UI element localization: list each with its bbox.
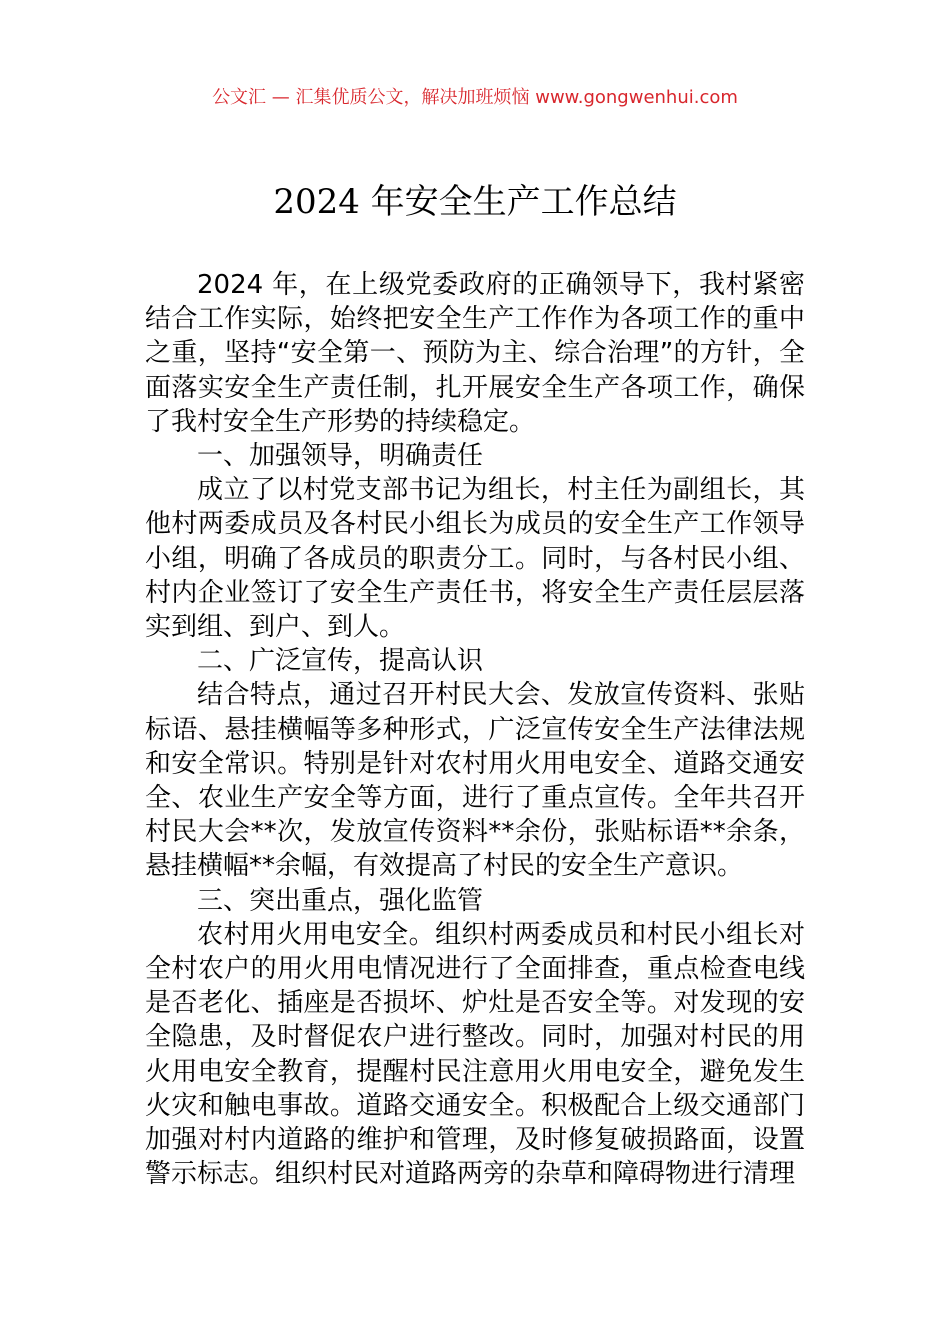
section-heading-1: 一、加强领导，明确责任: [197, 441, 484, 472]
intro-paragraph: 2024 年，在上级党委政府的正确领导下，我村紧密结合工作实际，始终把安全生产工作作为各项工作的重中之重，坚持“安全第一、预防为主、综合治理”的方针，全面落实安全生产责任制，扎开展安全生产各项工作，确保了我村安全生产形势的持续稳定。: [145, 270, 805, 437]
section-heading-2: 二、广泛宣传，提高认识: [197, 646, 484, 677]
site-banner: 公文汇 — 汇集优质公文，解决加班烦恼 www.gongwenhui.com: [212, 87, 738, 108]
section-heading-3: 三、突出重点，强化监管: [197, 885, 484, 916]
section-body-2: 结合特点，通过召开村民大会、发放宣传资料、张贴标语、悬挂横幅等多种形式，广泛宣传安全生产法律法规和安全常识。特别是针对农村用火用电安全、道路交通安全、农业生产安全等方面，进行了重点宣传。全年共召开村民大会**次，发放宣传资料**余份，张贴标语**余条，悬挂横幅**余幅，有效提高了村民的安全生产意识。: [145, 680, 805, 882]
section-body-1: 成立了以村党支部书记为组长，村主任为副组长，其他村两委成员及各村民小组长为成员的安全生产工作领导小组，明确了各成员的职责分工。同时，与各村民小组、村内企业签订了安全生产责任书，将安全生产责任层层落实到组、到户、到人。: [145, 475, 805, 643]
section-body-3: 农村用火用电安全。组织村两委成员和村民小组长对全村农户的用火用电情况进行了全面排查，重点检查电线是否老化、插座是否损坏、炉灶是否安全等。对发现的安全隐患，及时督促农户进行整改。同时，加强对村民的用火用电安全教育，提醒村民注意用火用电安全，避免发生火灾和触电事故。道路交通安全。积极配合上级交通部门加强对村内道路的维护和管理，及时修复破损路面，设置警示标志。组织村民对道路两旁的杂草和障碍物进行清理: [145, 919, 805, 1190]
document-title: 2024 年安全生产工作总结: [273, 182, 677, 222]
document-body: [145, 268, 805, 1191]
